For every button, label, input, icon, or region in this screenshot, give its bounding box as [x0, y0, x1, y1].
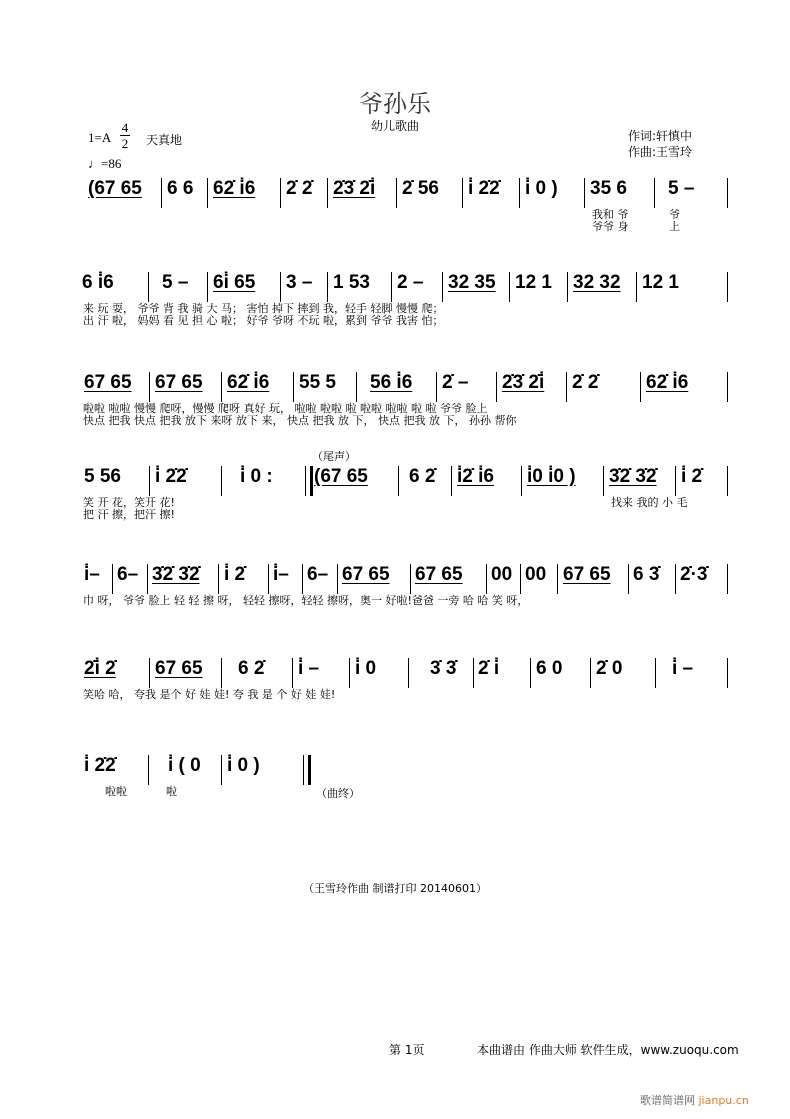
measure: 67 65: [84, 372, 132, 393]
end-label: （曲终）: [316, 787, 360, 800]
song-subtitle: 幼儿歌曲: [370, 119, 419, 133]
print-note: （王雪玲作曲 制谱打印 20140601）: [303, 882, 487, 895]
measure: i̇ 2̇2̇: [155, 466, 187, 487]
lyrics-line-2: 上: [669, 220, 680, 233]
time-signature-top: 4: [121, 120, 129, 135]
lyrics-line-1: 啦啦 啦啦 慢慢 爬呀，慢慢 爬呀 真好 玩， 啦啦 啦啦 啦 啦啦 啦啦 啦 啦 爷爷 脸上: [83, 402, 488, 415]
measure: i̇ 2̇: [224, 564, 246, 585]
measure: i̇ 2̇2̇: [84, 755, 116, 776]
measure: 6 0: [536, 658, 563, 679]
lyricist: 作词:轩慎中: [628, 129, 693, 143]
measure: 6 2̇: [238, 658, 265, 679]
song-title: 爷孙乐: [359, 90, 431, 118]
watermark-en: jianpu.cn: [698, 1094, 749, 1107]
measure: 67 65: [342, 564, 390, 585]
watermark-cn: 歌谱简谱网: [640, 1094, 695, 1107]
measure: 56 i̇6: [370, 372, 413, 393]
lyrics-line-1: 巾 呀， 爷爷 脸上 轻 轻 擦 呀， 轻轻 擦呀，轻轻 擦呀，奥一 好啦!爸爸 一旁 哈 哈 笑 呀，: [83, 594, 529, 607]
measure: 62̇ i̇6: [213, 178, 256, 199]
measure: i̇ 0 :: [240, 466, 273, 487]
measure: 5 –: [668, 178, 695, 199]
measure: i̇–: [84, 564, 100, 585]
measure: 3̇2̇ 3̇2̇: [609, 466, 657, 487]
measure: 12 1: [642, 272, 679, 293]
measure: i̇ 2̇: [681, 466, 703, 487]
time-signature: [120, 120, 130, 151]
measure: 35 6: [590, 178, 627, 199]
measure: 3̇2̇ 3̇2̇: [152, 564, 200, 585]
lyrics-line-2: 把 汗 擦，把汗 擦!: [83, 508, 175, 521]
lyrics-line-2: 快点 把我 快点 把我 放下 来呀 放下 来， 快点 把我 放 下， 快点 把我 放 下， 孙孙 帮你: [83, 414, 517, 427]
measure: 6 6: [167, 178, 194, 199]
measure: i̇ –: [672, 658, 694, 679]
measure: i̇ ( 0: [168, 755, 201, 776]
measure: 67 65: [155, 372, 203, 393]
lyrics-line-1: 啦: [166, 785, 177, 798]
measure: 67 65: [415, 564, 463, 585]
measure: i̇ 0 ): [227, 755, 260, 776]
generator-credit: 本曲谱由 作曲大师 软件生成，www.zuoqu.com: [477, 1043, 739, 1057]
measure: 2̇3̇ 2̇i̇: [333, 178, 376, 199]
measure: 2̇3̇ 2̇i̇: [502, 372, 545, 393]
measure: i̇ 0 ): [525, 178, 558, 199]
lyrics-line-1: 啦啦: [105, 785, 127, 798]
measure: 12 1: [515, 272, 552, 293]
measure: 6 i̇6: [82, 272, 114, 293]
section-label-coda: （尾声）: [312, 450, 356, 463]
measure: i̇–: [273, 564, 289, 585]
measure: 3̇ 3̇: [430, 658, 457, 679]
lyrics-line-1-right: 找来 我的 小 毛: [611, 496, 688, 509]
measure: 2̇ 0: [596, 658, 623, 679]
measure: 6 3̇: [633, 564, 660, 585]
measure: i̇ –: [298, 658, 320, 679]
measure: (67 65: [314, 466, 368, 487]
measure: 2̇·3̇: [680, 564, 708, 585]
measure: 5 56: [84, 466, 121, 487]
measure: 67 65: [563, 564, 611, 585]
lyrics-line-1: 笑 开 花，笑开 花!: [83, 496, 175, 509]
measure: 1 53: [333, 272, 370, 293]
measure: 55 5: [299, 372, 336, 393]
measure: 2̇ 2̇: [286, 178, 313, 199]
measure: i̇2̇ i̇6: [457, 466, 494, 487]
time-signature-bottom: 2: [121, 136, 129, 151]
measure: 6–: [307, 564, 329, 585]
lyrics-line-2: 爷爷 身: [592, 220, 629, 233]
mood-marking: 天真地: [146, 133, 183, 147]
key-signature: 1=A: [88, 130, 112, 145]
measure: 00: [491, 564, 513, 585]
measure: 00: [525, 564, 547, 585]
measure: 32 32: [573, 272, 621, 293]
final-barline: [303, 755, 311, 785]
composer: 作曲:王雪玲: [628, 145, 693, 159]
lyrics-line-1: 来 玩 耍， 爷爷 背 我 骑 大 马； 害怕 掉下 摔到 我，轻手 轻脚 慢慢 爬；: [83, 302, 444, 315]
measure: i̇0 i̇0 ): [527, 466, 576, 487]
repeat-end-barline: [305, 466, 313, 496]
measure: 5 –: [162, 272, 189, 293]
measure: i̇ 0: [355, 658, 377, 679]
watermark: [640, 1092, 749, 1108]
lyrics-line-1: 笑哈 哈， 夸我 是个 好 娃 娃! 夸 我 是 个 好 娃 娃!: [83, 688, 336, 701]
measure: 2̇ i̇: [478, 658, 500, 679]
credits: [628, 128, 692, 160]
measure: 2 –: [397, 272, 424, 293]
measure: 6i̇ 65: [213, 272, 256, 293]
measure: 2̇ 56: [402, 178, 439, 199]
lyrics-line-2: 出 汗 啦， 妈妈 看 见 担 心 啦； 好爷 爷呀 不玩 啦，累到 爷爷 我害 怕；: [83, 314, 444, 327]
measure: 62̇ i̇6: [646, 372, 689, 393]
lyrics-line-1: 我和 爷: [592, 208, 629, 221]
measure: i̇ 2̇2̇: [468, 178, 500, 199]
measure: 6 2̇: [409, 466, 436, 487]
measure: 2̇ 2̇: [572, 372, 599, 393]
tempo-marking: ♩=86: [88, 156, 122, 171]
page-number: 第 1页: [389, 1043, 425, 1057]
measure: 2̇i̇ 2̇: [84, 658, 116, 679]
lyrics-line-1: 爷: [669, 208, 680, 221]
measure: 67 65: [155, 658, 203, 679]
measure: 6–: [117, 564, 139, 585]
measure: 62̇ i̇6: [227, 372, 270, 393]
measure: 32 35: [448, 272, 496, 293]
measure: 2̇ –: [442, 372, 469, 393]
measure: 3 –: [286, 272, 313, 293]
measure: (67 65: [88, 178, 142, 199]
